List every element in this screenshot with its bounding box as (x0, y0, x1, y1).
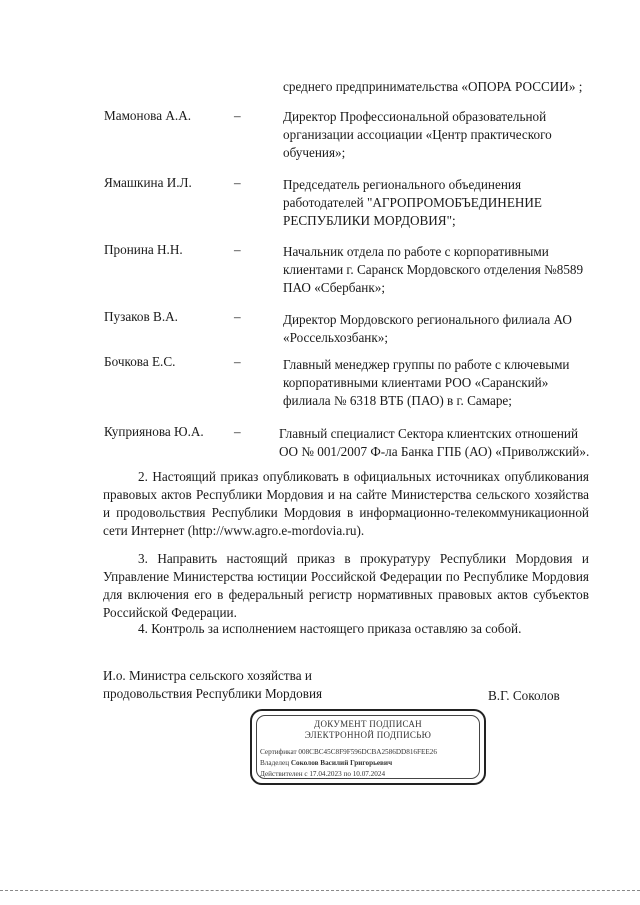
role-line: Председатель регионального объединения (283, 177, 522, 192)
clause-3: 3. Направить настоящий приказ в прокуратуру Республики Мордовия и Управление Министерства юстиции Российской Федерации по Республике Мордовия для включения его в федеральный регистр нормативных правовых актов субъектов Российской Федерации. (103, 551, 589, 620)
role-line: ОО № 001/2007 Ф-ла Банка ГПБ (АО) «Приволжский». (279, 444, 590, 459)
role-line: корпоративными клиентами РОО «Саранский» (283, 375, 549, 390)
stamp-title-line1: ДОКУМЕНТ ПОДПИСАН (314, 719, 422, 729)
member-role (283, 176, 628, 230)
member-role (283, 243, 628, 297)
stamp-owner-row (260, 759, 392, 768)
member-dash: – (234, 309, 241, 324)
role-line: Начальник отдела по работе с корпоративными (283, 244, 549, 259)
role-line: Главный специалист Сектора клиентских отношений (279, 426, 579, 441)
role-line: Директор Профессиональной образовательной (283, 109, 547, 124)
role-line: Главный менеджер группы по работе с ключевыми (283, 357, 570, 372)
signatory-name: В.Г. Соколов (488, 688, 560, 703)
stamp-certificate-row (260, 748, 437, 757)
member-dash: – (234, 242, 241, 257)
stamp-owner-value: Соколов Василий Григорьевич (290, 759, 393, 767)
role-line: РЕСПУБЛИКИ МОРДОВИЯ"; (283, 213, 456, 228)
member-dash: – (234, 424, 241, 439)
member-role (283, 311, 628, 347)
role-line: филиала № 6318 ВТБ (ПАО) в г. Самаре; (283, 393, 512, 408)
member-role (283, 108, 628, 162)
stamp-cert-label: Сертификат (260, 748, 297, 756)
role-line: обучения»; (283, 145, 346, 160)
clause-2: 2. Настоящий приказ опубликовать в официальных источниках опубликования правовых актов Республики Мордовия и на сайте Министерства сельского хозяйства и продовольствия Республики Мордовия в информационно-телекоммуникационной сети Интернет (http://www.agro.e-mordovia.ru). (103, 469, 589, 538)
stamp-cert-value: 008CBC45C8F9F596DCBA2586DD816FEE26 (298, 748, 437, 756)
member-role (279, 425, 631, 461)
member-name: Куприянова Ю.А. (104, 424, 204, 439)
member-name: Бочкова Е.С. (104, 354, 176, 369)
signatory-position: И.о. Министра сельского хозяйства и продовольствия Республики Мордовия (103, 668, 323, 701)
member-name: Пузаков В.А. (104, 309, 178, 324)
member-name: Ямашкина И.Л. (104, 175, 192, 190)
stamp-validity-row: Действителен с 17.04.2023 по 10.07.2024 (260, 770, 386, 778)
clause-4: 4. Контроль за исполнением настоящего приказа оставляю за собой. (138, 621, 522, 636)
member-dash: – (234, 108, 241, 123)
electronic-signature-stamp (250, 709, 486, 785)
member-name: Пронина Н.Н. (104, 242, 183, 257)
member-dash: – (234, 175, 241, 190)
role-line: Директор Мордовского регионального филиала АО (283, 312, 572, 327)
continuation-text: среднего предпринимательства «ОПОРА РОССИИ» ; (283, 79, 583, 94)
role-line: «Россельхозбанк»; (283, 330, 389, 345)
stamp-owner-label: Владелец (260, 759, 290, 767)
member-name: Мамонова А.А. (104, 108, 192, 123)
role-line: организации ассоциации «Центр практического (283, 127, 552, 142)
member-dash: – (234, 354, 241, 369)
role-line: работодателей "АГРОПРОМОБЪЕДИНЕНИЕ (283, 195, 542, 210)
role-line: ПАО «Сбербанк»; (283, 280, 386, 295)
stamp-title-line2: ЭЛЕКТРОННОЙ ПОДПИСЬЮ (304, 730, 432, 740)
member-role (283, 356, 628, 410)
page-bottom-divider (0, 890, 640, 891)
role-line: клиентами г. Саранск Мордовского отделения №8589 (283, 262, 584, 277)
